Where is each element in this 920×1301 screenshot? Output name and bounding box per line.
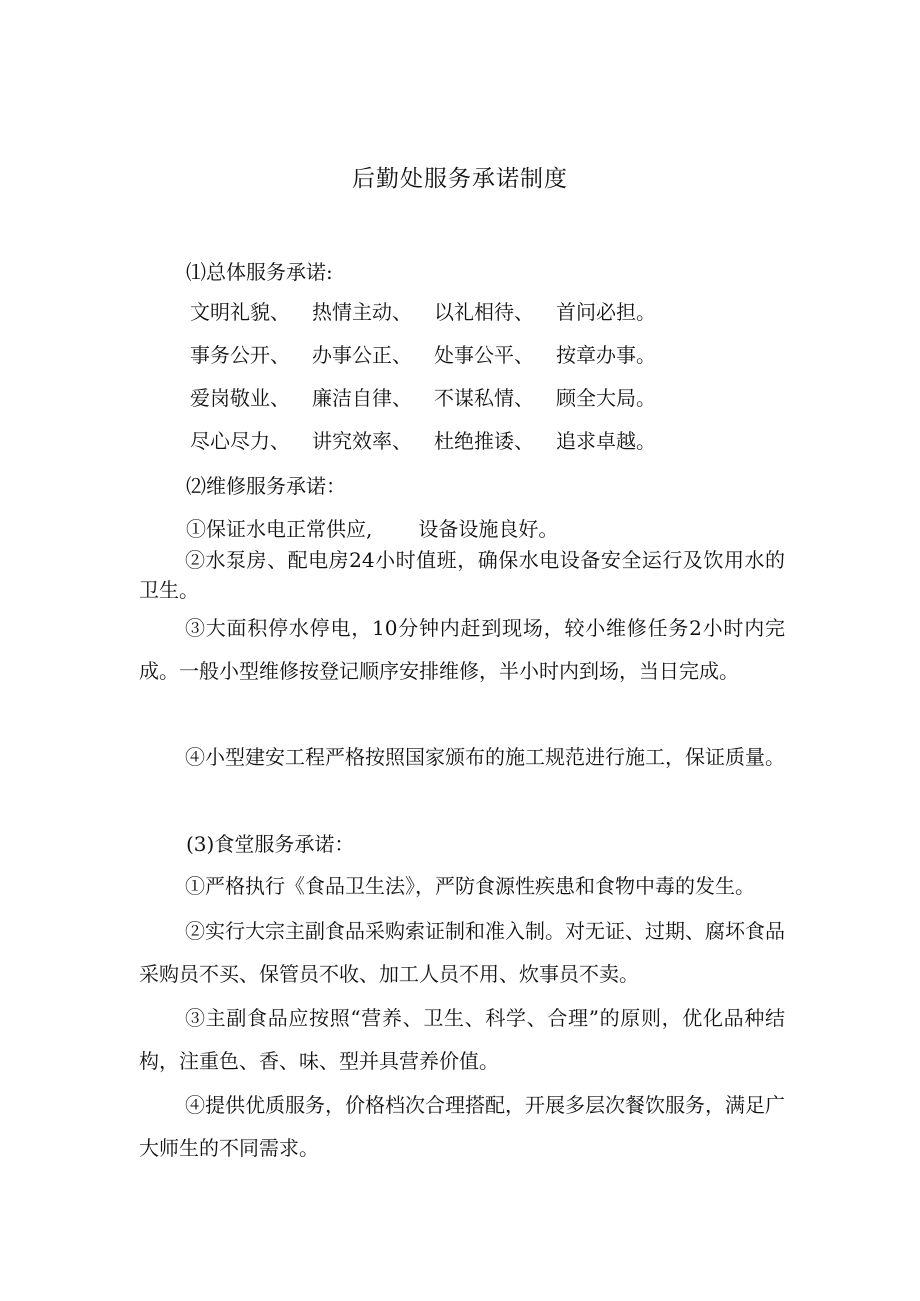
principles-row bbox=[190, 298, 678, 326]
principle-item: 热情主动、 bbox=[312, 300, 412, 324]
principle-item: 文明礼貌、 bbox=[190, 300, 290, 324]
principle-item: 顾全大局。 bbox=[556, 386, 656, 410]
section-general-heading: ⑴总体服务承诺: bbox=[186, 260, 333, 284]
canteen-item-4: ④提供优质服务，价格档次合理搭配，开展多层次餐饮服务，满足广大师生的不同需求。 bbox=[139, 1093, 785, 1160]
repair-item-4: ④小型建安工程严格按照国家颁布的施工规范进行施工，保证质量。 bbox=[185, 745, 785, 769]
principle-item: 廉洁自律、 bbox=[312, 386, 412, 410]
repair-item-1 bbox=[186, 515, 558, 543]
principles-row bbox=[190, 384, 678, 412]
repair-item-2: ②水泵房、配电房24小时值班，确保水电设备安全运行及饮用水的卫生。 bbox=[139, 548, 785, 602]
principle-item: 办事公正、 bbox=[312, 343, 412, 367]
principle-item: 不谋私情、 bbox=[434, 386, 534, 410]
section-canteen-heading: (3)食堂服务承诺： bbox=[186, 832, 355, 856]
principles-row bbox=[190, 341, 678, 369]
principle-item: 爱岗敬业、 bbox=[190, 386, 290, 410]
principle-item: 追求卓越。 bbox=[556, 429, 656, 453]
principle-item: 事务公开、 bbox=[190, 343, 290, 367]
principle-item: 按章办事。 bbox=[556, 343, 656, 367]
section-repair-heading: ⑵维修服务承诺： bbox=[186, 474, 346, 498]
principle-item: 杜绝推诿、 bbox=[434, 429, 534, 453]
principle-item: 处事公平、 bbox=[434, 343, 534, 367]
repair-item-1-part-a: ①保证水电正常供应, bbox=[186, 517, 373, 541]
principle-item: 首问必担。 bbox=[556, 300, 656, 324]
principle-item: 尽心尽力、 bbox=[190, 429, 290, 453]
document-title: 后勤处服务承诺制度 bbox=[352, 166, 568, 192]
canteen-item-2: ②实行大宗主副食品采购索证制和准入制。对无证、过期、腐坏食品采购员不买、保管员不收、加工人员不用、炊事员不卖。 bbox=[139, 919, 785, 986]
repair-item-3: ③大面积停水停电，10分钟内赶到现场，较小维修任务2小时内完成。一般小型维修按登记顺序安排维修，半小时内到场，当日完成。 bbox=[139, 616, 785, 683]
canteen-item-1: ①严格执行《食品卫生法》，严防食源性疾患和食物中毒的发生。 bbox=[185, 874, 755, 898]
canteen-item-3: ③主副食品应按照“营养、卫生、科学、合理”的原则，优化品种结构，注重色、香、味、型并具营养价值。 bbox=[139, 1006, 785, 1073]
principle-item: 以礼相待、 bbox=[434, 300, 534, 324]
principles-row bbox=[190, 427, 678, 455]
repair-item-1-part-b: 设备设施良好。 bbox=[418, 517, 559, 541]
principle-item: 讲究效率、 bbox=[312, 429, 412, 453]
